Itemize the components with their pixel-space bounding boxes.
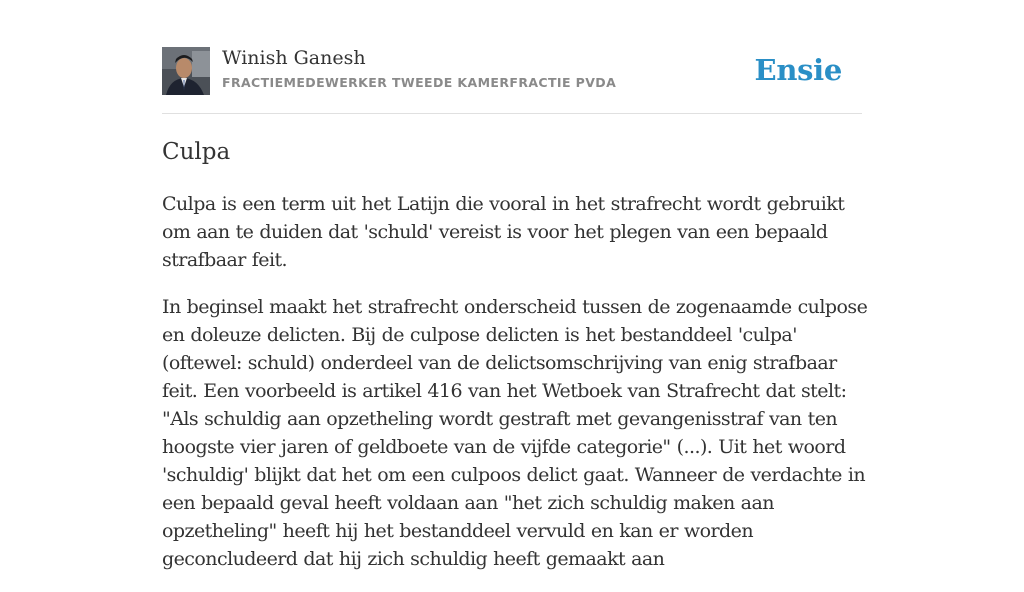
author-header [162,46,862,96]
author-name[interactable]: Winish Ganesh [222,47,366,69]
header-divider [162,113,862,114]
ensie-logo-link[interactable]: Ensie [754,53,842,87]
avatar[interactable] [162,47,210,95]
article-body [162,190,868,592]
author-role: FRACTIEMEDEWERKER TWEEDE KAMERFRACTIE PVDA [222,75,617,90]
article-paragraph: In beginsel maakt het strafrecht onderscheid tussen de zogenaamde culpose en doleuze delicten. Bij de culpose delicten is het bestanddeel 'culpa' (oftewel: schuld) onderdeel van de delictsomschrijving van enig strafbaar feit. Een voorbeeld is artikel 416 van het Wetboek van Strafrecht dat stelt: "Als schuldig aan opzetheling wordt gestraft met gevangenisstraf van ten hoogste vier jaren of geldboete van de vijfde categorie" (...). Uit het woord 'schuldig' blijkt dat het om een culpoos delict gaat. Wanneer de verdachte in een bepaald geval heeft voldaan aan "het zich schuldig maken aan opzetheling" heeft hij het bestanddeel vervuld en kan er worden geconcludeerd dat hij zich schuldig heeft gemaakt aan [162,296,868,570]
article-title: Culpa [162,139,231,165]
article-paragraph: Culpa is een term uit het Latijn die vooral in het strafrecht wordt gebruikt om aan te duiden dat 'schuld' vereist is voor het plegen van een bepaald strafbaar feit. [162,193,845,271]
avatar-photo [162,47,210,95]
